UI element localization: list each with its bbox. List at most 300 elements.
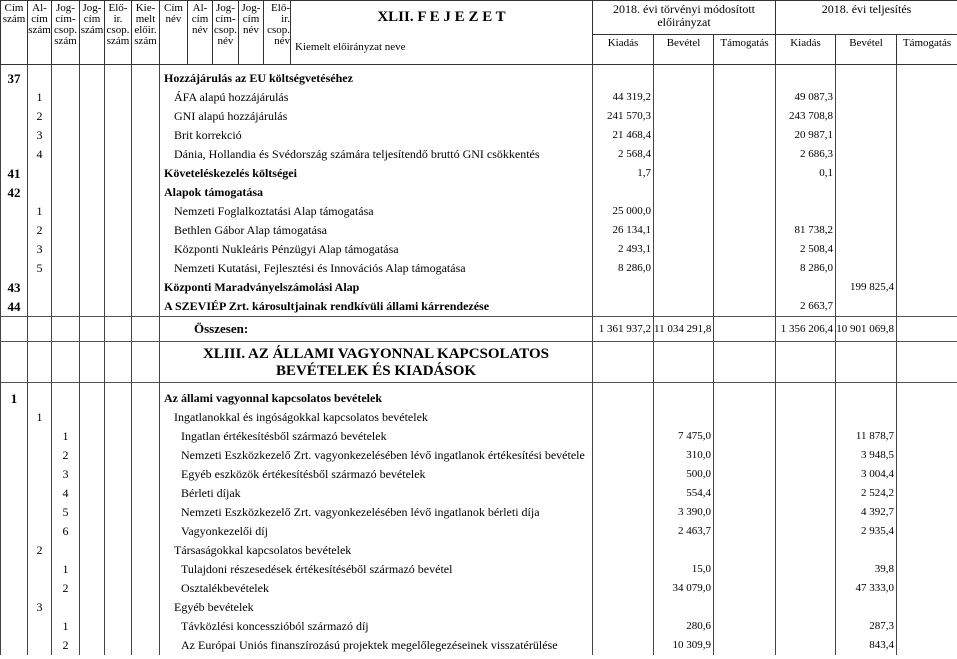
col-header: Al- cím név — [188, 1, 213, 65]
total-value: 11 034 291,8 — [654, 317, 714, 342]
kiemelt-szam — [132, 202, 160, 221]
value-cell — [714, 560, 776, 579]
jogcimcsop-szam — [52, 598, 80, 617]
jogcim-szam — [80, 145, 105, 164]
jogcimcsop-szam — [52, 164, 80, 183]
value-cell — [714, 446, 776, 465]
value-cell — [897, 522, 957, 541]
alcim-szam: 4 — [28, 145, 52, 164]
group-header-actual: 2018. évi teljesítés — [776, 1, 957, 35]
value-cell — [836, 107, 897, 126]
kiemelt-szam — [132, 522, 160, 541]
value-cell — [897, 126, 957, 145]
table-row — [1, 465, 957, 484]
value-cell: 0,1 — [776, 164, 836, 183]
value-cell — [836, 240, 897, 259]
value-cell — [776, 465, 836, 484]
kiemelt-szam — [132, 389, 160, 408]
table-row — [1, 541, 957, 560]
eloircsop-szam — [105, 579, 132, 598]
alcim-szam: 2 — [28, 221, 52, 240]
value-cell — [836, 408, 897, 427]
item-name: Ingatlan értékesítésből származó bevételek — [181, 429, 387, 443]
value-cell — [836, 202, 897, 221]
cim-szam — [1, 560, 28, 579]
kiemelt-szam — [132, 107, 160, 126]
jogcim-szam — [80, 164, 105, 183]
value-cell — [897, 145, 957, 164]
code-cell — [80, 317, 105, 342]
value-cell — [897, 164, 957, 183]
value-cell — [593, 342, 654, 383]
value-cell — [654, 259, 714, 278]
jogcimcsop-szam — [52, 107, 80, 126]
item-name: Nemzeti Eszközkezelő Zrt. vagyonkezelésében lévő ingatlanok bérleti díja — [181, 505, 540, 519]
value-cell — [654, 541, 714, 560]
value-cell — [654, 389, 714, 408]
jogcim-szam — [80, 598, 105, 617]
value-cell — [593, 446, 654, 465]
value-cell: 2 524,2 — [836, 484, 897, 503]
value-cell: 2 508,4 — [776, 240, 836, 259]
value-cell: 44 319,2 — [593, 88, 654, 107]
value-cell — [714, 164, 776, 183]
value-cell — [836, 259, 897, 278]
value-cell — [897, 446, 957, 465]
value-cell — [714, 145, 776, 164]
value-cell — [897, 579, 957, 598]
value-cell: 26 134,1 — [593, 221, 654, 240]
eloircsop-szam — [105, 126, 132, 145]
col-header: Jog- cím- csop. név — [213, 1, 239, 65]
eloircsop-szam — [105, 427, 132, 446]
value-cell — [776, 408, 836, 427]
cim-szam: 44 — [1, 297, 28, 317]
value-cell — [714, 107, 776, 126]
value-cell — [593, 617, 654, 636]
cim-szam: 42 — [1, 183, 28, 202]
eloircsop-szam — [105, 202, 132, 221]
jogcimcsop-szam: 1 — [52, 427, 80, 446]
eloircsop-szam — [105, 107, 132, 126]
jogcim-szam — [80, 297, 105, 317]
item-name: Egyéb bevételek — [174, 600, 254, 614]
value-cell — [654, 183, 714, 202]
value-cell — [897, 259, 957, 278]
value-cell: 20 987,1 — [776, 126, 836, 145]
value-cell — [654, 221, 714, 240]
cim-szam — [1, 240, 28, 259]
value-cell — [593, 408, 654, 427]
item-name: Osztalékbevételek — [181, 581, 269, 595]
value-cell — [654, 202, 714, 221]
value-cell — [836, 145, 897, 164]
cim-szam — [1, 541, 28, 560]
alcim-szam: 1 — [28, 88, 52, 107]
value-cell — [897, 278, 957, 297]
kiemelt-szam — [132, 636, 160, 655]
item-name: Bérleti díjak — [181, 486, 241, 500]
eloircsop-szam — [105, 88, 132, 107]
kiemelt-szam — [132, 579, 160, 598]
jogcimcsop-szam — [52, 221, 80, 240]
value-cell — [897, 484, 957, 503]
jogcim-szam — [80, 126, 105, 145]
table-row — [1, 579, 957, 598]
item-name: Egyéb eszközök értékesítésből származó bevételek — [181, 467, 426, 481]
table-row — [1, 107, 957, 126]
item-name: Vagyonkezelői díj — [181, 524, 268, 538]
jogcim-szam — [80, 183, 105, 202]
jogcim-szam — [80, 465, 105, 484]
value-cell: 1,7 — [593, 164, 654, 183]
value-cell: 3 390,0 — [654, 503, 714, 522]
value-cell — [776, 503, 836, 522]
sub-header: Kiadás — [593, 35, 654, 65]
value-cell — [714, 465, 776, 484]
jogcim-szam — [80, 446, 105, 465]
table-row — [1, 183, 957, 202]
eloircsop-szam — [105, 297, 132, 317]
value-cell — [714, 88, 776, 107]
value-cell — [714, 183, 776, 202]
jogcim-szam — [80, 221, 105, 240]
cim-szam: 37 — [1, 69, 28, 88]
jogcim-szam — [80, 636, 105, 655]
kiemelt-szam — [132, 259, 160, 278]
code-cell — [132, 317, 160, 342]
eloircsop-szam — [105, 522, 132, 541]
total-value — [897, 317, 957, 342]
sub-header: Bevétel — [836, 35, 897, 65]
value-cell — [836, 598, 897, 617]
code-cell — [105, 317, 132, 342]
name-col-header: Kiemelt előirányzat neve — [291, 35, 593, 65]
item-name: Az Európai Uniós finanszírozású projektek megelőlegezéseinek visszatérülése — [181, 638, 558, 652]
alcim-szam — [28, 389, 52, 408]
value-cell: 287,3 — [836, 617, 897, 636]
value-cell — [714, 598, 776, 617]
value-cell: 7 475,0 — [654, 427, 714, 446]
jogcimcsop-szam — [52, 240, 80, 259]
kiemelt-szam — [132, 446, 160, 465]
cim-szam — [1, 503, 28, 522]
value-cell: 81 738,2 — [776, 221, 836, 240]
alcim-szam — [28, 503, 52, 522]
jogcimcsop-szam — [52, 278, 80, 297]
group-header-planned: 2018. évi törvényi módosított előirányzat — [593, 1, 776, 35]
item-name: Az állami vagyonnal kapcsolatos bevételek — [164, 391, 382, 405]
jogcim-szam — [80, 560, 105, 579]
total-value: 10 901 069,8 — [836, 317, 897, 342]
jogcim-szam — [80, 522, 105, 541]
value-cell — [776, 69, 836, 88]
jogcim-szam — [80, 259, 105, 278]
eloircsop-szam — [105, 636, 132, 655]
kiemelt-szam — [132, 126, 160, 145]
sub-header: Bevétel — [654, 35, 714, 65]
item-name: Hozzájárulás az EU költségvetéséhez — [164, 71, 353, 85]
table-row — [1, 126, 957, 145]
alcim-szam — [28, 183, 52, 202]
value-cell — [593, 636, 654, 655]
cim-szam — [1, 465, 28, 484]
value-cell — [593, 503, 654, 522]
code-cell — [80, 342, 105, 383]
item-name: A SZEVIÉP Zrt. károsultjainak rendkívüli állami kárrendezése — [164, 299, 490, 313]
alcim-szam — [28, 465, 52, 484]
value-cell — [593, 389, 654, 408]
jogcimcsop-szam: 2 — [52, 446, 80, 465]
col-header: Cím szám — [1, 1, 28, 65]
jogcimcsop-szam: 4 — [52, 484, 80, 503]
value-cell — [654, 342, 714, 383]
value-cell — [897, 202, 957, 221]
kiemelt-szam — [132, 408, 160, 427]
eloircsop-szam — [105, 617, 132, 636]
eloircsop-szam — [105, 503, 132, 522]
value-cell: 3 004,4 — [836, 465, 897, 484]
table-row — [1, 560, 957, 579]
total-label: Összesen: — [160, 317, 593, 342]
value-cell — [593, 560, 654, 579]
code-cell — [52, 317, 80, 342]
item-name: ÁFA alapú hozzájárulás — [174, 90, 289, 104]
cim-szam — [1, 126, 28, 145]
value-cell: 2 568,4 — [593, 145, 654, 164]
value-cell — [654, 297, 714, 317]
value-cell: 15,0 — [654, 560, 714, 579]
item-name: Nemzeti Eszközkezelő Zrt. vagyonkezelésében lévő ingatlanok értékesítési bevétele — [181, 448, 585, 462]
cim-szam — [1, 522, 28, 541]
table-row — [1, 88, 957, 107]
value-cell: 199 825,4 — [836, 278, 897, 297]
cim-szam — [1, 484, 28, 503]
eloircsop-szam — [105, 560, 132, 579]
jogcimcsop-szam: 5 — [52, 503, 80, 522]
value-cell: 25 000,0 — [593, 202, 654, 221]
value-cell — [714, 617, 776, 636]
kiemelt-szam — [132, 297, 160, 317]
value-cell — [714, 240, 776, 259]
value-cell — [897, 465, 957, 484]
table-row — [1, 427, 957, 446]
jogcimcsop-szam — [52, 541, 80, 560]
jogcim-szam — [80, 69, 105, 88]
sub-header: Támogatás — [897, 35, 957, 65]
eloircsop-szam — [105, 278, 132, 297]
value-cell — [714, 427, 776, 446]
jogcimcsop-szam: 1 — [52, 560, 80, 579]
total-value: 1 361 937,2 — [593, 317, 654, 342]
kiemelt-szam — [132, 240, 160, 259]
value-cell — [593, 541, 654, 560]
table-row — [1, 221, 957, 240]
jogcimcsop-szam — [52, 389, 80, 408]
code-cell — [28, 342, 52, 383]
value-cell — [593, 297, 654, 317]
jogcimcsop-szam — [52, 69, 80, 88]
value-cell: 2 463,7 — [654, 522, 714, 541]
item-name: Dánia, Hollandia és Svédország számára teljesítendő bruttó GNI csökkentés — [174, 147, 540, 161]
jogcim-szam — [80, 389, 105, 408]
value-cell — [836, 221, 897, 240]
kiemelt-szam — [132, 598, 160, 617]
value-cell: 554,4 — [654, 484, 714, 503]
jogcim-szam — [80, 617, 105, 636]
kiemelt-szam — [132, 88, 160, 107]
cim-szam — [1, 579, 28, 598]
value-cell — [654, 278, 714, 297]
value-cell — [714, 202, 776, 221]
eloircsop-szam — [105, 69, 132, 88]
kiemelt-szam — [132, 278, 160, 297]
table-row — [1, 598, 957, 617]
eloircsop-szam — [105, 408, 132, 427]
col-header: Elő- ir. csop. szám — [105, 1, 132, 65]
alcim-szam: 1 — [28, 408, 52, 427]
value-cell — [714, 636, 776, 655]
value-cell — [776, 342, 836, 383]
cim-szam: 41 — [1, 164, 28, 183]
alcim-szam: 2 — [28, 541, 52, 560]
value-cell — [836, 342, 897, 383]
value-cell: 47 333,0 — [836, 579, 897, 598]
value-cell: 500,0 — [654, 465, 714, 484]
table-row — [1, 317, 957, 342]
value-cell — [897, 342, 957, 383]
cim-szam — [1, 202, 28, 221]
col-header: Jog- cím név — [239, 1, 264, 65]
value-cell — [593, 598, 654, 617]
col-header: Elő- ir. csop. név — [264, 1, 291, 65]
value-cell: 843,4 — [836, 636, 897, 655]
alcim-szam — [28, 579, 52, 598]
jogcimcsop-szam: 1 — [52, 617, 80, 636]
jogcimcsop-szam: 2 — [52, 579, 80, 598]
item-name: GNI alapú hozzájárulás — [174, 109, 288, 123]
jogcim-szam — [80, 202, 105, 221]
jogcim-szam — [80, 541, 105, 560]
item-name: Központi Maradványelszámolási Alap — [164, 280, 360, 294]
jogcimcsop-szam — [52, 297, 80, 317]
table-body — [1, 65, 957, 656]
value-cell — [776, 522, 836, 541]
value-cell: 2 935,4 — [836, 522, 897, 541]
cim-szam — [1, 427, 28, 446]
jogcimcsop-szam: 6 — [52, 522, 80, 541]
col-header: Kie- melt előir. szám — [132, 1, 160, 65]
value-cell: 49 087,3 — [776, 88, 836, 107]
code-cell — [1, 342, 28, 383]
value-cell — [714, 259, 776, 278]
value-cell — [593, 69, 654, 88]
value-cell — [654, 240, 714, 259]
value-cell — [897, 636, 957, 655]
value-cell — [897, 240, 957, 259]
value-cell — [714, 541, 776, 560]
value-cell — [654, 598, 714, 617]
table-row — [1, 522, 957, 541]
jogcim-szam — [80, 278, 105, 297]
value-cell: 243 708,8 — [776, 107, 836, 126]
eloircsop-szam — [105, 145, 132, 164]
alcim-szam — [28, 297, 52, 317]
value-cell — [776, 598, 836, 617]
code-cell — [105, 342, 132, 383]
kiemelt-szam — [132, 69, 160, 88]
cim-szam — [1, 636, 28, 655]
value-cell — [714, 126, 776, 145]
alcim-szam — [28, 560, 52, 579]
jogcim-szam — [80, 240, 105, 259]
eloircsop-szam — [105, 259, 132, 278]
value-cell — [897, 389, 957, 408]
value-cell — [593, 579, 654, 598]
kiemelt-szam — [132, 427, 160, 446]
cim-szam — [1, 107, 28, 126]
table-row — [1, 164, 957, 183]
value-cell — [776, 579, 836, 598]
item-name: Brit korrekció — [174, 128, 242, 142]
section-title: XLIII. AZ ÁLLAMI VAGYONNAL KAPCSOLATOS BEVÉTELEK ÉS KIADÁSOK — [160, 342, 593, 383]
value-cell — [776, 278, 836, 297]
chapter-title: XLII. F E J E Z E T — [291, 1, 593, 35]
value-cell — [836, 126, 897, 145]
jogcim-szam — [80, 503, 105, 522]
alcim-szam: 3 — [28, 240, 52, 259]
eloircsop-szam — [105, 484, 132, 503]
value-cell — [714, 408, 776, 427]
item-name: Követeléskezelés költségei — [164, 166, 297, 180]
item-name: Központi Nukleáris Pénzügyi Alap támogatása — [174, 242, 399, 256]
col-header: Cím név — [160, 1, 188, 65]
col-header: Jog- cím- csop. szám — [52, 1, 80, 65]
jogcimcsop-szam — [52, 259, 80, 278]
value-cell — [897, 541, 957, 560]
alcim-szam — [28, 446, 52, 465]
table-row — [1, 297, 957, 317]
jogcim-szam — [80, 484, 105, 503]
value-cell — [836, 164, 897, 183]
item-name: Társaságokkal kapcsolatos bevételek — [174, 543, 352, 557]
value-cell — [776, 560, 836, 579]
value-cell — [714, 342, 776, 383]
value-cell — [897, 69, 957, 88]
value-cell: 280,6 — [654, 617, 714, 636]
eloircsop-szam — [105, 541, 132, 560]
table-row — [1, 617, 957, 636]
value-cell — [897, 221, 957, 240]
item-name: Ingatlanokkal és ingóságokkal kapcsolatos bevételek — [174, 410, 428, 424]
value-cell — [714, 278, 776, 297]
alcim-szam: 3 — [28, 126, 52, 145]
value-cell — [593, 465, 654, 484]
value-cell — [776, 484, 836, 503]
eloircsop-szam — [105, 598, 132, 617]
value-cell — [714, 522, 776, 541]
value-cell — [897, 183, 957, 202]
total-value — [714, 317, 776, 342]
alcim-szam: 5 — [28, 259, 52, 278]
value-cell — [776, 617, 836, 636]
jogcim-szam — [80, 88, 105, 107]
col-header: Jog- cím szám — [80, 1, 105, 65]
value-cell: 2 493,1 — [593, 240, 654, 259]
value-cell — [654, 107, 714, 126]
table-row — [1, 202, 957, 221]
code-cell — [1, 317, 28, 342]
